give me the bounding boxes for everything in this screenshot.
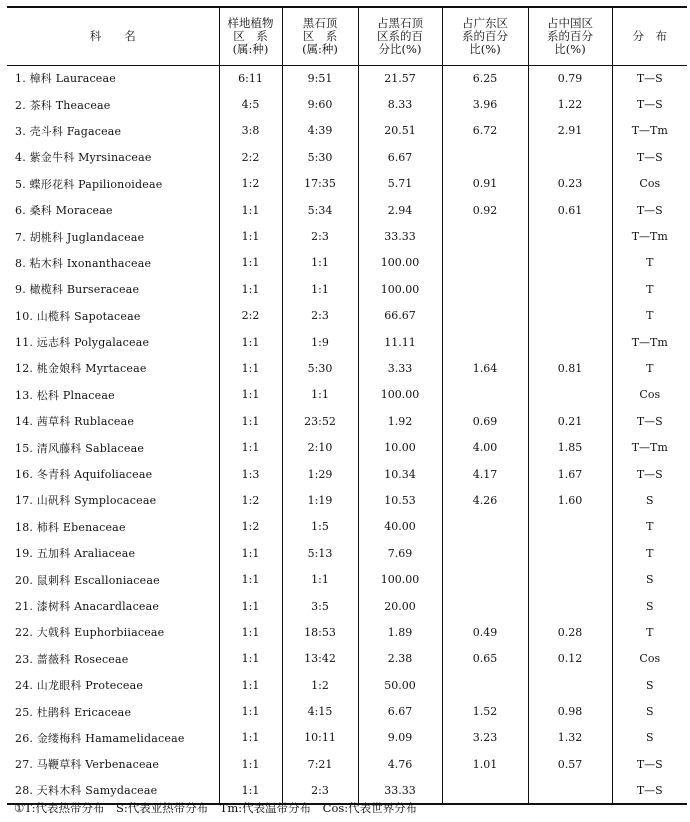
cell-heishiding-genus-species: 7:21 xyxy=(282,751,358,777)
table-row xyxy=(7,566,687,592)
header-pct-heishiding-line: 区系的百 xyxy=(377,28,423,43)
cell-family-name: 16. 冬青科 Aquifoliaceae xyxy=(15,468,153,482)
cell-heishiding-genus-species: 1:19 xyxy=(282,487,358,513)
cell-plot-genus-species: 3:8 xyxy=(219,118,282,144)
cell-family-name: 11. 远志科 Polygalaceae xyxy=(15,336,150,350)
cell-family-name: 19. 五加科 Araliaceae xyxy=(15,547,136,561)
table-row xyxy=(7,91,687,117)
table-row xyxy=(7,382,687,408)
cell-distribution: T—S xyxy=(612,144,687,170)
cell-pct-guangdong: 4.17 xyxy=(442,461,528,487)
cell-plot-genus-species: 1:1 xyxy=(219,197,282,223)
header-plot-genus-species-line: 区 系 xyxy=(233,28,268,43)
cell-heishiding-genus-species: 1:2 xyxy=(282,672,358,698)
cell-family-name: 7. 胡桃科 Juglandaceae xyxy=(15,230,145,244)
cell-pct-heishiding: 20.51 xyxy=(358,118,442,144)
table-row xyxy=(7,171,687,197)
footnote: ①T:代表热带分布 S:代表亚热带分布 Tm:代表温带分布 Cos:代表世界分布 xyxy=(14,801,418,815)
cell-pct-heishiding: 33.33 xyxy=(358,778,442,804)
cell-pct-guangdong xyxy=(442,778,528,804)
cell-distribution: T xyxy=(612,250,687,276)
cell-pct-china: 1.67 xyxy=(528,461,612,487)
cell-pct-heishiding: 40.00 xyxy=(358,514,442,540)
cell-heishiding-genus-species: 1:29 xyxy=(282,461,358,487)
cell-plot-genus-species: 2:2 xyxy=(219,303,282,329)
cell-pct-china: 0.23 xyxy=(528,171,612,197)
table-row xyxy=(7,672,687,698)
cell-distribution: S xyxy=(612,566,687,592)
cell-family-name: 8. 粘木科 Ixonanthaceae xyxy=(15,256,152,270)
cell-pct-guangdong: 1.64 xyxy=(442,355,528,381)
cell-heishiding-genus-species: 1:1 xyxy=(282,566,358,592)
cell-pct-guangdong: 0.69 xyxy=(442,408,528,434)
cell-pct-china xyxy=(528,514,612,540)
cell-plot-genus-species: 4:5 xyxy=(219,91,282,117)
cell-heishiding-genus-species: 1:5 xyxy=(282,514,358,540)
header-pct-heishiding xyxy=(358,7,442,65)
cell-pct-heishiding: 11.11 xyxy=(358,329,442,355)
table-row xyxy=(7,751,687,777)
header-pct-guangdong-line: 系的百分 xyxy=(462,28,508,43)
cell-pct-guangdong xyxy=(442,250,528,276)
cell-pct-guangdong xyxy=(442,672,528,698)
cell-pct-heishiding: 100.00 xyxy=(358,276,442,302)
cell-pct-china: 0.79 xyxy=(528,65,612,91)
cell-pct-china: 1.85 xyxy=(528,434,612,460)
cell-pct-china xyxy=(528,540,612,566)
header-pct-guangdong xyxy=(442,7,528,65)
cell-distribution: Cos xyxy=(612,646,687,672)
cell-heishiding-genus-species: 10:11 xyxy=(282,725,358,751)
cell-distribution: S xyxy=(612,593,687,619)
cell-plot-genus-species: 1:1 xyxy=(219,593,282,619)
cell-distribution: T—S xyxy=(612,408,687,434)
cell-distribution: T—S xyxy=(612,65,687,91)
cell-pct-guangdong xyxy=(442,329,528,355)
cell-pct-china: 0.98 xyxy=(528,698,612,724)
cell-pct-guangdong: 0.92 xyxy=(442,197,528,223)
cell-family-name: 27. 马鞭草科 Verbenaceae xyxy=(15,758,160,772)
cell-family-name: 28. 天料木科 Samydaceae xyxy=(7,778,219,804)
cell-plot-genus-species: 1:1 xyxy=(219,646,282,672)
cell-distribution: T—Tm xyxy=(612,118,687,144)
cell-heishiding-genus-species: 9:51 xyxy=(282,65,358,91)
cell-family-name: 12. 桃金娘科 Myrtaceae xyxy=(15,362,147,376)
cell-plot-genus-species: 1:2 xyxy=(219,171,282,197)
cell-distribution: T—S xyxy=(612,91,687,117)
cell-plot-genus-species: 1:1 xyxy=(219,698,282,724)
cell-plot-genus-species: 1:1 xyxy=(219,566,282,592)
table-row xyxy=(7,303,687,329)
cell-pct-heishiding: 100.00 xyxy=(358,566,442,592)
table-row xyxy=(7,223,687,249)
table-row xyxy=(7,593,687,619)
cell-family-name: 9. 橄榄科 Burseraceae xyxy=(15,283,140,297)
cell-plot-genus-species: 1:1 xyxy=(219,250,282,276)
cell-family-name: 18. 柿科 Ebenaceae xyxy=(15,520,126,534)
header-pct-china-line: 比(%) xyxy=(554,41,586,56)
table-row xyxy=(7,698,687,724)
cell-family-name: 26. 金缕梅科 Hamamelidaceae xyxy=(15,731,185,745)
header-distribution-line: 分 布 xyxy=(632,28,667,43)
cell-plot-genus-species: 1:1 xyxy=(219,223,282,249)
cell-family-name: 21. 漆树科 Anacardlaceae xyxy=(15,600,160,613)
cell-family-name: 2. 茶科 Theaceae xyxy=(15,98,111,112)
header-row xyxy=(7,7,687,65)
cell-pct-guangdong xyxy=(442,223,528,249)
cell-pct-guangdong xyxy=(442,303,528,329)
cell-pct-heishiding: 5.71 xyxy=(358,171,442,197)
cell-pct-china xyxy=(528,303,612,329)
cell-plot-genus-species: 1:1 xyxy=(219,408,282,434)
cell-plot-genus-species: 6:11 xyxy=(219,65,282,91)
cell-pct-heishiding: 2.94 xyxy=(358,197,442,223)
cell-pct-heishiding: 100.00 xyxy=(358,382,442,408)
cell-family-name: 6. 桑科 Moraceae xyxy=(15,204,113,218)
cell-pct-china xyxy=(528,276,612,302)
cell-pct-guangdong: 1.01 xyxy=(442,751,528,777)
cell-pct-china: 1.32 xyxy=(528,725,612,751)
header-heishiding-genus-species-line: 黑石顶 xyxy=(302,15,338,30)
cell-pct-china xyxy=(528,566,612,592)
table-header xyxy=(7,7,687,65)
table-row xyxy=(7,408,687,434)
cell-pct-guangdong: 3.96 xyxy=(442,91,528,117)
table-row xyxy=(7,329,687,355)
header-pct-heishiding-line: 占黑石顶 xyxy=(377,15,423,30)
cell-pct-china xyxy=(528,672,612,698)
cell-distribution: S xyxy=(612,672,687,698)
flora-table xyxy=(7,6,687,805)
cell-pct-china: 1.22 xyxy=(528,91,612,117)
cell-plot-genus-species: 1:1 xyxy=(219,382,282,408)
cell-distribution: T—S xyxy=(612,778,687,804)
cell-pct-guangdong xyxy=(442,540,528,566)
cell-pct-heishiding: 10.34 xyxy=(358,461,442,487)
cell-pct-heishiding: 21.57 xyxy=(358,65,442,91)
cell-plot-genus-species: 1:1 xyxy=(219,276,282,302)
cell-pct-china xyxy=(528,144,612,170)
cell-distribution: T xyxy=(612,514,687,540)
cell-pct-heishiding: 9.09 xyxy=(358,725,442,751)
cell-distribution: T—Tm xyxy=(612,223,687,249)
cell-family-name: 4. 紫金牛科 Myrsinaceae xyxy=(15,151,152,165)
table-row xyxy=(7,461,687,487)
cell-pct-heishiding: 1.89 xyxy=(358,619,442,645)
cell-pct-guangdong: 4.26 xyxy=(442,487,528,513)
cell-plot-genus-species: 1:1 xyxy=(219,434,282,460)
cell-distribution: S xyxy=(612,487,687,513)
cell-pct-heishiding: 6.67 xyxy=(358,698,442,724)
cell-pct-heishiding: 20.00 xyxy=(358,593,442,619)
cell-plot-genus-species: 1:1 xyxy=(219,540,282,566)
header-family-name-line: 科 名 xyxy=(89,28,136,43)
header-heishiding-genus-species-line: 区 系 xyxy=(302,28,338,43)
cell-heishiding-genus-species: 4:15 xyxy=(282,698,358,724)
header-plot-genus-species xyxy=(219,7,282,65)
table-row xyxy=(7,355,687,381)
cell-distribution: T—S xyxy=(612,461,687,487)
table-row xyxy=(7,619,687,645)
cell-pct-guangdong: 0.65 xyxy=(442,646,528,672)
cell-family-name: 24. 山龙眼科 Proteceae xyxy=(15,679,144,693)
cell-pct-guangdong xyxy=(442,144,528,170)
cell-pct-heishiding: 8.33 xyxy=(358,91,442,117)
cell-pct-guangdong: 4.00 xyxy=(442,434,528,460)
cell-pct-heishiding: 1.92 xyxy=(358,408,442,434)
cell-distribution: T xyxy=(612,619,687,645)
cell-family-name: 25. 杜鹃科 Ericaceae xyxy=(15,705,132,719)
cell-heishiding-genus-species: 1:1 xyxy=(282,382,358,408)
cell-family-name: 14. 茜草科 Rublaceae xyxy=(15,415,135,429)
cell-pct-guangdong xyxy=(442,566,528,592)
table-row xyxy=(7,540,687,566)
cell-pct-china: 0.61 xyxy=(528,197,612,223)
cell-heishiding-genus-species: 1:1 xyxy=(282,276,358,302)
cell-heishiding-genus-species: 1:9 xyxy=(282,329,358,355)
cell-family-name: 10. 山榄科 Sapotaceae xyxy=(15,309,141,323)
cell-heishiding-genus-species: 3:5 xyxy=(282,593,358,619)
cell-pct-china xyxy=(528,329,612,355)
cell-distribution: T xyxy=(612,303,687,329)
table-row xyxy=(7,725,687,751)
cell-pct-guangdong: 6.72 xyxy=(442,118,528,144)
table-row xyxy=(7,276,687,302)
cell-distribution: T—Tm xyxy=(612,434,687,460)
cell-pct-china: 2.91 xyxy=(528,118,612,144)
cell-pct-china xyxy=(528,593,612,619)
cell-plot-genus-species: 1:1 xyxy=(219,725,282,751)
cell-plot-genus-species: 1:1 xyxy=(219,778,282,804)
cell-pct-china: 0.21 xyxy=(528,408,612,434)
cell-family-name: 3. 壳斗科 Fagaceae xyxy=(15,124,122,138)
cell-family-name: 13. 松科 Plnaceae xyxy=(15,388,115,402)
cell-plot-genus-species: 1:2 xyxy=(219,487,282,513)
header-pct-china-line: 占中国区 xyxy=(547,15,593,30)
header-pct-guangdong-line: 占广东区 xyxy=(462,15,508,30)
table-row xyxy=(7,144,687,170)
cell-family-name: 17. 山矾科 Symplocaceae xyxy=(15,494,157,508)
cell-plot-genus-species: 1:1 xyxy=(219,672,282,698)
cell-pct-guangdong: 0.91 xyxy=(442,171,528,197)
cell-distribution: T xyxy=(612,540,687,566)
cell-pct-china: 1.60 xyxy=(528,487,612,513)
table-row xyxy=(7,646,687,672)
cell-heishiding-genus-species: 2:10 xyxy=(282,434,358,460)
cell-pct-heishiding: 10.00 xyxy=(358,434,442,460)
cell-pct-guangdong xyxy=(442,276,528,302)
header-heishiding-genus-species-line: (属:种) xyxy=(302,41,338,56)
cell-pct-china xyxy=(528,778,612,804)
cell-family-name: 1. 樟科 Lauraceae xyxy=(15,72,116,86)
header-pct-guangdong-line: 比(%) xyxy=(469,41,501,56)
table-row xyxy=(7,118,687,144)
cell-heishiding-genus-species: 9:60 xyxy=(282,91,358,117)
header-family-name xyxy=(7,7,219,65)
cell-pct-guangdong xyxy=(442,382,528,408)
cell-pct-heishiding: 50.00 xyxy=(358,672,442,698)
cell-pct-guangdong xyxy=(442,593,528,619)
cell-pct-guangdong xyxy=(442,514,528,540)
header-distribution xyxy=(612,7,687,65)
cell-pct-china: 0.81 xyxy=(528,355,612,381)
cell-plot-genus-species: 1:3 xyxy=(219,461,282,487)
header-plot-genus-species-line: 样地植物 xyxy=(227,15,274,30)
header-pct-china xyxy=(528,7,612,65)
cell-plot-genus-species: 2:2 xyxy=(219,144,282,170)
cell-family-name: 20. 鼠刺科 Escalloniaceae xyxy=(15,573,160,587)
header-pct-heishiding-line: 分比(%) xyxy=(378,41,422,56)
cell-heishiding-genus-species: 5:13 xyxy=(282,540,358,566)
cell-pct-heishiding: 100.00 xyxy=(358,250,442,276)
cell-pct-guangdong: 1.52 xyxy=(442,698,528,724)
cell-distribution: S xyxy=(612,725,687,751)
table-row xyxy=(7,65,687,91)
cell-heishiding-genus-species: 2:3 xyxy=(282,223,358,249)
cell-plot-genus-species: 1:1 xyxy=(219,619,282,645)
cell-family-name: 5. 蝶形花科 Papilionoideae xyxy=(15,177,163,191)
cell-distribution: T—S xyxy=(612,197,687,223)
cell-heishiding-genus-species: 17:35 xyxy=(282,171,358,197)
cell-pct-heishiding: 2.38 xyxy=(358,646,442,672)
cell-pct-china: 0.12 xyxy=(528,646,612,672)
cell-heishiding-genus-species: 4:39 xyxy=(282,118,358,144)
cell-pct-heishiding: 7.69 xyxy=(358,540,442,566)
cell-heishiding-genus-species: 18:53 xyxy=(282,619,358,645)
cell-pct-china: 0.28 xyxy=(528,619,612,645)
cell-pct-china xyxy=(528,382,612,408)
cell-pct-heishiding: 3.33 xyxy=(358,355,442,381)
cell-heishiding-genus-species: 13:42 xyxy=(282,646,358,672)
cell-distribution: T xyxy=(612,276,687,302)
cell-pct-heishiding: 33.33 xyxy=(358,223,442,249)
cell-plot-genus-species: 1:2 xyxy=(219,514,282,540)
table-row xyxy=(7,197,687,223)
cell-plot-genus-species: 1:1 xyxy=(219,355,282,381)
cell-pct-china: 0.57 xyxy=(528,751,612,777)
cell-pct-heishiding: 6.67 xyxy=(358,144,442,170)
cell-heishiding-genus-species: 2:3 xyxy=(282,778,358,804)
cell-heishiding-genus-species: 5:30 xyxy=(282,355,358,381)
cell-pct-heishiding: 4.76 xyxy=(358,751,442,777)
cell-plot-genus-species: 1:1 xyxy=(219,329,282,355)
cell-distribution: Cos xyxy=(612,382,687,408)
table-row xyxy=(7,487,687,513)
cell-heishiding-genus-species: 5:30 xyxy=(282,144,358,170)
cell-pct-china xyxy=(528,223,612,249)
cell-family-name: 15. 清风藤科 Sablaceae xyxy=(15,441,145,455)
cell-heishiding-genus-species: 1:1 xyxy=(282,250,358,276)
cell-heishiding-genus-species: 5:34 xyxy=(282,197,358,223)
header-heishiding-genus-species xyxy=(282,7,358,65)
table-row xyxy=(7,250,687,276)
cell-plot-genus-species: 1:1 xyxy=(219,751,282,777)
table-row xyxy=(7,514,687,540)
cell-pct-guangdong: 3.23 xyxy=(442,725,528,751)
cell-pct-heishiding: 66.67 xyxy=(358,303,442,329)
cell-pct-guangdong: 0.49 xyxy=(442,619,528,645)
cell-distribution: T—S xyxy=(612,751,687,777)
cell-distribution: T—Tm xyxy=(612,329,687,355)
header-pct-china-line: 系的百分 xyxy=(547,28,593,43)
cell-heishiding-genus-species: 2:3 xyxy=(282,303,358,329)
cell-family-name: 23. 蔷薇科 Roseceae xyxy=(15,652,129,666)
cell-distribution: Cos xyxy=(612,171,687,197)
cell-distribution: T xyxy=(612,355,687,381)
header-plot-genus-species-line: (属:种) xyxy=(232,41,269,56)
cell-family-name: 22. 大戟科 Euphorbiiaceae xyxy=(15,626,165,640)
cell-pct-china xyxy=(528,250,612,276)
cell-heishiding-genus-species: 23:52 xyxy=(282,408,358,434)
cell-pct-heishiding: 10.53 xyxy=(358,487,442,513)
table-row xyxy=(7,434,687,460)
cell-pct-guangdong: 6.25 xyxy=(442,65,528,91)
cell-distribution: S xyxy=(612,698,687,724)
table-body xyxy=(7,65,687,804)
